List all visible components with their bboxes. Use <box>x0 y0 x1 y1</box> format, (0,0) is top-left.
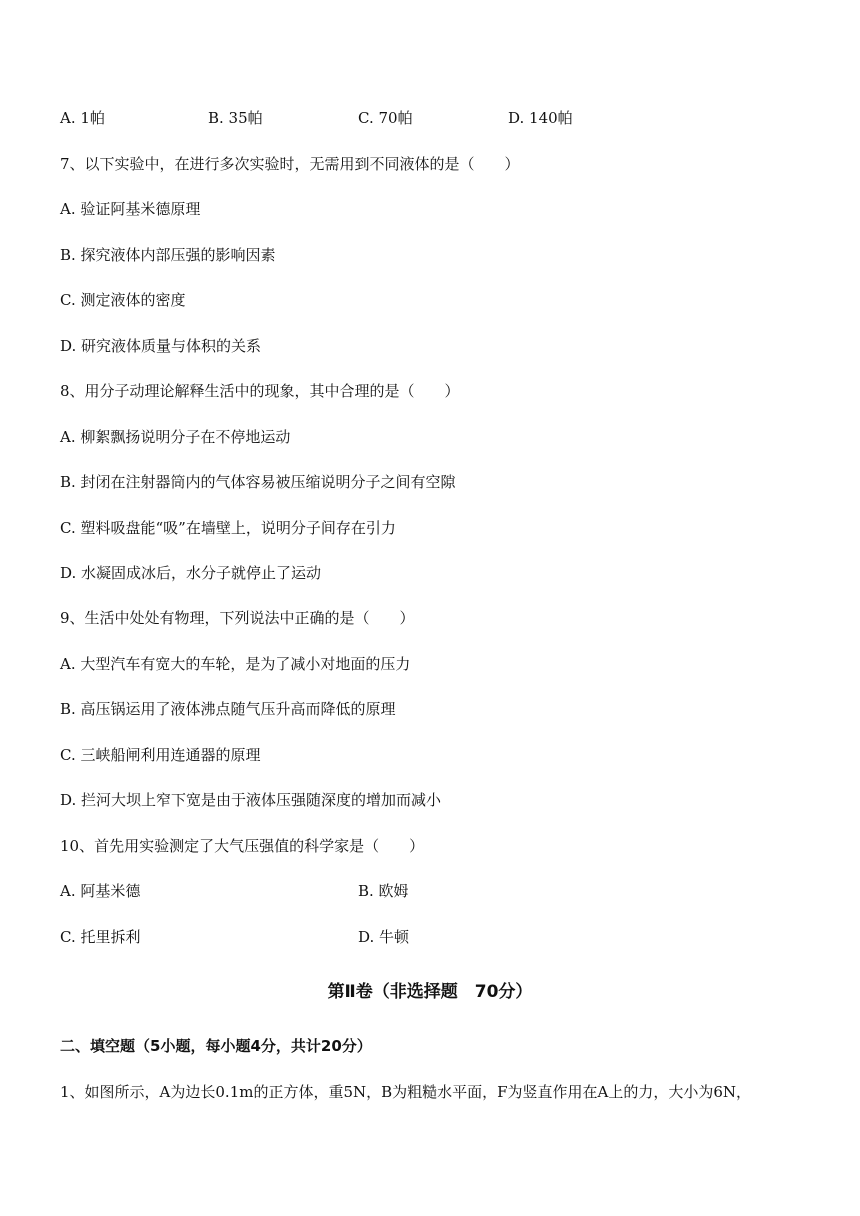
q9-option-c: C. 三峡船闸利用连通器的原理 <box>60 746 261 764</box>
q8-option-c: C. 塑料吸盘能“吸”在墙壁上，说明分子间存在引力 <box>60 519 396 537</box>
q8-option-a: A. 柳絮飘扬说明分子在不停地运动 <box>60 428 291 446</box>
q10-option-a: A. 阿基米德 <box>60 882 141 900</box>
q7-option-b: B. 探究液体内部压强的影响因素 <box>60 246 276 264</box>
q6-option-d: D. 140帕 <box>508 109 573 127</box>
fill1-text: 1、如图所示，A为边长0.1m的正方体，重5N，B为粗糙水平面，F为竖直作用在A上的力，大小为6N， <box>60 1083 752 1101</box>
q8-stem: 8、用分子动理论解释生活中的现象，其中合理的是（ ） <box>60 382 460 400</box>
q6-option-c: C. 70帕 <box>358 109 413 127</box>
q10-option-c: C. 托里拆利 <box>60 928 141 946</box>
q7-stem: 7、以下实验中，在进行多次实验时，无需用到不同液体的是（ ） <box>60 155 520 173</box>
q9-stem: 9、生活中处处有物理，下列说法中正确的是（ ） <box>60 609 415 627</box>
section2-title: 二、填空题（5小题，每小题4分，共计20分） <box>60 1037 372 1055</box>
q7-option-d: D. 研究液体质量与体积的关系 <box>60 337 262 355</box>
q7-option-c: C. 测定液体的密度 <box>60 291 186 309</box>
q9-option-a: A. 大型汽车有宽大的车轮，是为了减小对地面的压力 <box>60 655 411 673</box>
q10-stem: 10、首先用实验测定了大气压强值的科学家是（ ） <box>60 837 425 855</box>
q6-option-b: B. 35帕 <box>208 109 263 127</box>
q7-option-a: A. 验证阿基米德原理 <box>60 200 201 218</box>
q6-option-a: A. 1帕 <box>60 109 105 127</box>
q10-option-d: D. 牛顿 <box>358 928 410 946</box>
q9-option-d: D. 拦河大坝上窄下宽是由于液体压强随深度的增加而减小 <box>60 791 442 809</box>
part2-title: 第Ⅱ卷（非选择题 70分） <box>327 982 533 1002</box>
q9-option-b: B. 高压锅运用了液体沸点随气压升高而降低的原理 <box>60 700 396 718</box>
q10-option-b: B. 欧姆 <box>358 882 409 900</box>
q8-option-d: D. 水凝固成冰后，水分子就停止了运动 <box>60 564 322 582</box>
q8-option-b: B. 封闭在注射器筒内的气体容易被压缩说明分子之间有空隙 <box>60 473 456 491</box>
